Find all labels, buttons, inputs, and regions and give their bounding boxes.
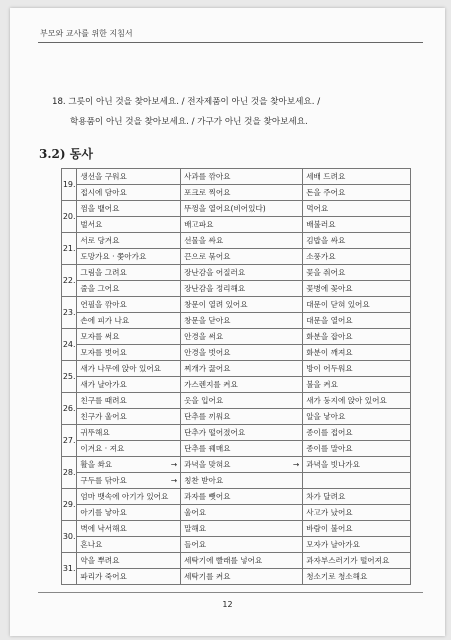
table-row (62, 201, 411, 217)
table-cell (77, 473, 181, 489)
table-row (62, 169, 411, 185)
group-number: 21. (62, 233, 77, 265)
table-row (62, 425, 411, 441)
table-row (62, 377, 411, 393)
item-18-line2: 학용품이 아닌 것을 찾아보세요. / 가구가 아닌 것을 찾아보세요. (70, 117, 308, 127)
table-cell: 엄마 뱃속에 아기가 있어요 (77, 489, 181, 505)
arrow-icon: → (292, 460, 300, 469)
table-row (62, 361, 411, 377)
table-cell: 김밥을 싸요 (303, 233, 411, 249)
item-18-number: 18. (52, 97, 66, 107)
table-row (62, 569, 411, 585)
table-cell: 벽에 낙서해요 (77, 521, 181, 537)
table-cell: 아기를 낳아요 (77, 505, 181, 521)
table-row (62, 441, 411, 457)
table-cell: 꽃병에 꽂아요 (303, 281, 411, 297)
table-row (62, 473, 411, 489)
table-cell: 사과를 깎아요 (181, 169, 303, 185)
table-row (62, 457, 411, 473)
table-cell: 파리가 죽어요 (77, 569, 181, 585)
table-row (62, 233, 411, 249)
group-number: 29. (62, 489, 77, 521)
table-cell: 화분이 깨져요 (303, 345, 411, 361)
header-divider (38, 42, 423, 43)
table-row (62, 265, 411, 281)
arrow-icon: → (170, 476, 178, 485)
section-title: 3.2) 동사 (39, 147, 93, 161)
group-number: 27. (62, 425, 77, 457)
table-cell: 단추가 떨어졌어요 (181, 425, 303, 441)
table-cell: 돈을 주어요 (303, 185, 411, 201)
table-cell (303, 457, 411, 473)
table-row (62, 409, 411, 425)
table-cell: 종이를 말아요 (303, 441, 411, 457)
table-cell: 창문을 닫아요 (181, 313, 303, 329)
table-row (62, 329, 411, 345)
table-cell: 도망가요 · 쫓아가요 (77, 249, 181, 265)
table-cell: 새가 나무에 앉아 있어요 (77, 361, 181, 377)
table-cell: 서로 당겨요 (77, 233, 181, 249)
table-cell: 배고파요 (181, 217, 303, 233)
table-cell: 대문이 닫혀 있어요 (303, 297, 411, 313)
group-number: 25. (62, 361, 77, 393)
table-cell: 뚜껑을 열어요(비어있다) (181, 201, 303, 217)
table-cell: 화분을 잡아요 (303, 329, 411, 345)
item-18-text-1: 그릇이 아닌 것을 찾아보세요. / 전자제품이 아닌 것을 찾아보세요. / (68, 97, 321, 107)
group-number: 22. (62, 265, 77, 297)
table-cell: 포크로 찍어요 (181, 185, 303, 201)
table-cell: 귀뚜해요 (77, 425, 181, 441)
table-cell: 옷을 입어요 (181, 393, 303, 409)
cell-text: 과녁을 빗나가요 (306, 460, 360, 469)
group-number: 23. (62, 297, 77, 329)
table-cell: 줄을 그어요 (77, 281, 181, 297)
table-cell: 꽃을 줘어요 (303, 265, 411, 281)
table-cell: 대문을 열어요 (303, 313, 411, 329)
table-cell: 세탁기에 빨래를 넣어요 (181, 553, 303, 569)
table-cell: 새가 날아가요 (77, 377, 181, 393)
table-cell: 차가 달려요 (303, 489, 411, 505)
table-cell: 알을 낳아요 (303, 409, 411, 425)
table-cell: 모자가 날아가요 (303, 537, 411, 553)
table-cell: 과자부스러기가 떨어져요 (303, 553, 411, 569)
table-cell: 친구가 울어요 (77, 409, 181, 425)
table-cell: 가스렌지를 켜요 (181, 377, 303, 393)
table-cell: 약을 뿌려요 (77, 553, 181, 569)
table-cell (181, 457, 303, 473)
table-cell (181, 473, 303, 489)
table-cell: 들어요 (181, 537, 303, 553)
table-row (62, 345, 411, 361)
item-18 (52, 92, 412, 132)
table-cell: 세탁기를 켜요 (181, 569, 303, 585)
table-cell: 그림을 그려요 (77, 265, 181, 281)
table-cell: 손에 피가 나요 (77, 313, 181, 329)
footer-divider (38, 592, 423, 593)
table-cell: 선물을 싸요 (181, 233, 303, 249)
table-cell: 친구를 때려요 (77, 393, 181, 409)
table-row (62, 217, 411, 233)
table-cell: 소풍가요 (303, 249, 411, 265)
table-cell: 말해요 (181, 521, 303, 537)
table-cell: 안경을 벗어요 (181, 345, 303, 361)
arrow-icon: → (170, 460, 178, 469)
document-page (10, 8, 445, 636)
group-number: 20. (62, 201, 77, 233)
table-row (62, 521, 411, 537)
table-cell: 혼나요 (77, 537, 181, 553)
running-header: 부모와 교사를 위한 지침서 (40, 29, 133, 38)
table-cell: 모자를 벗어요 (77, 345, 181, 361)
table-cell: 모자를 써요 (77, 329, 181, 345)
item-18-line1 (52, 92, 412, 112)
table-cell: 창문이 열려 있어요 (181, 297, 303, 313)
table-cell: 장난감을 어질러요 (181, 265, 303, 281)
cell-text: 칭찬 받아요 (184, 476, 224, 485)
table-row (62, 281, 411, 297)
table-cell: 세배 드려요 (303, 169, 411, 185)
table-row (62, 185, 411, 201)
table-cell: 찌개가 끓어요 (181, 361, 303, 377)
table-cell: 사고가 났어요 (303, 505, 411, 521)
table-cell: 종이를 접어요 (303, 425, 411, 441)
cell-text: 과녁을 맞혀요 (184, 460, 231, 469)
table-cell (303, 473, 411, 489)
table-cell: 과자를 뺏어요 (181, 489, 303, 505)
table-cell: 바람이 불어요 (303, 521, 411, 537)
table-row (62, 537, 411, 553)
table-cell: 단추를 꿰매요 (181, 441, 303, 457)
table-cell: 먹어요 (303, 201, 411, 217)
table-cell: 울어요 (181, 505, 303, 521)
table-cell: 불을 켜요 (303, 377, 411, 393)
group-number: 28. (62, 457, 77, 489)
cell-text: 활을 쏴요 (80, 460, 113, 469)
cell-text: 구두를 닦아요 (80, 476, 127, 485)
table-row (62, 393, 411, 409)
table-cell: 벌서요 (77, 217, 181, 233)
table-cell: 껌을 뱉어요 (77, 201, 181, 217)
table-row (62, 505, 411, 521)
group-number: 26. (62, 393, 77, 425)
table-cell (77, 457, 181, 473)
table-cell: 단추를 끼워요 (181, 409, 303, 425)
group-number: 24. (62, 329, 77, 361)
table-cell: 생선을 구워요 (77, 169, 181, 185)
table-cell: 접시에 담아요 (77, 185, 181, 201)
table-row (62, 297, 411, 313)
table-cell: 청소기로 청소해요 (303, 569, 411, 585)
table-row (62, 249, 411, 265)
table-cell: 이겨요 · 져요 (77, 441, 181, 457)
table-cell: 새가 둥지에 앉아 있어요 (303, 393, 411, 409)
table-row (62, 313, 411, 329)
table-cell: 안경을 써요 (181, 329, 303, 345)
table-cell: 배불러요 (303, 217, 411, 233)
verb-table (61, 168, 411, 585)
group-number: 30. (62, 521, 77, 553)
page-number: 12 (222, 600, 233, 609)
table-row (62, 553, 411, 569)
group-number: 19. (62, 169, 77, 201)
table-cell: 연필을 깎아요 (77, 297, 181, 313)
table-cell: 끈으로 묶어요 (181, 249, 303, 265)
group-number: 31. (62, 553, 77, 585)
table-cell: 방이 어두워요 (303, 361, 411, 377)
table-cell: 장난감을 정리해요 (181, 281, 303, 297)
table-row (62, 489, 411, 505)
